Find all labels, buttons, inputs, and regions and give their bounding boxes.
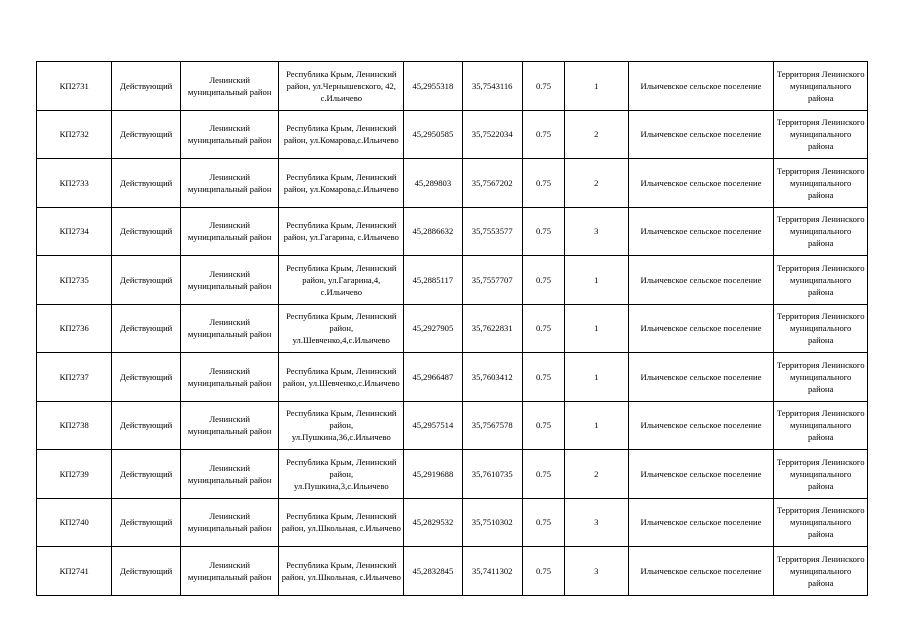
status-cell: Действующий — [112, 207, 180, 256]
site-code-cell: КП2734 — [37, 207, 112, 256]
district-cell: Ленинский муниципальный район — [180, 353, 279, 402]
container-count-cell: 1 — [565, 256, 628, 305]
district-cell: Ленинский муниципальный район — [180, 450, 279, 499]
address-cell: Республика Крым, Ленинский район, ул.Гагарина, с.Ильичево — [279, 207, 404, 256]
container-volume-cell: 0.75 — [522, 547, 564, 596]
container-count-cell: 2 — [565, 450, 628, 499]
longitude-cell: 35,7510302 — [462, 498, 522, 547]
district-cell: Ленинский муниципальный район — [180, 159, 279, 208]
status-cell: Действующий — [112, 547, 180, 596]
longitude-cell: 35,7543116 — [462, 62, 522, 111]
district-cell: Ленинский муниципальный район — [180, 547, 279, 596]
container-volume-cell: 0.75 — [522, 353, 564, 402]
status-cell: Действующий — [112, 256, 180, 305]
site-code-cell: КП2740 — [37, 498, 112, 547]
container-volume-cell: 0.75 — [522, 498, 564, 547]
district-cell: Ленинский муниципальный район — [180, 304, 279, 353]
container-count-cell: 1 — [565, 353, 628, 402]
table-row — [37, 159, 868, 208]
latitude-cell: 45,2919688 — [404, 450, 462, 499]
site-code-cell: КП2741 — [37, 547, 112, 596]
district-cell: Ленинский муниципальный район — [180, 256, 279, 305]
status-cell: Действующий — [112, 353, 180, 402]
district-cell: Ленинский муниципальный район — [180, 498, 279, 547]
table-body — [37, 62, 868, 596]
latitude-cell: 45,2885117 — [404, 256, 462, 305]
district-cell: Ленинский муниципальный район — [180, 207, 279, 256]
address-cell: Республика Крым, Ленинский район, ул.Чернышевского, 42, с.Ильичево — [279, 62, 404, 111]
settlement-cell: Ильичевское сельское поселение — [628, 547, 774, 596]
territory-cell: Территория Ленинского муниципального района — [774, 304, 868, 353]
table-row — [37, 304, 868, 353]
table-row — [37, 207, 868, 256]
longitude-cell: 35,7411302 — [462, 547, 522, 596]
territory-cell: Территория Ленинского муниципального района — [774, 401, 868, 450]
territory-cell: Территория Ленинского муниципального района — [774, 256, 868, 305]
latitude-cell: 45,2957514 — [404, 401, 462, 450]
container-count-cell: 1 — [565, 401, 628, 450]
table-row — [37, 498, 868, 547]
settlement-cell: Ильичевское сельское поселение — [628, 353, 774, 402]
longitude-cell: 35,7567578 — [462, 401, 522, 450]
container-count-cell: 2 — [565, 159, 628, 208]
territory-cell: Территория Ленинского муниципального района — [774, 353, 868, 402]
table-row — [37, 256, 868, 305]
container-volume-cell: 0.75 — [522, 401, 564, 450]
longitude-cell: 35,7557707 — [462, 256, 522, 305]
container-count-cell: 3 — [565, 547, 628, 596]
status-cell: Действующий — [112, 304, 180, 353]
territory-cell: Территория Ленинского муниципального района — [774, 450, 868, 499]
address-cell: Республика Крым, Ленинский район, ул.Гагарина,4, с.Ильичево — [279, 256, 404, 305]
container-volume-cell: 0.75 — [522, 256, 564, 305]
table-row — [37, 450, 868, 499]
latitude-cell: 45,2966487 — [404, 353, 462, 402]
address-cell: Республика Крым, Ленинский район, ул.Школьная, с.Ильичево — [279, 498, 404, 547]
settlement-cell: Ильичевское сельское поселение — [628, 401, 774, 450]
latitude-cell: 45,289803 — [404, 159, 462, 208]
address-cell: Республика Крым, Ленинский район, ул.Пушкина,36,с.Ильичево — [279, 401, 404, 450]
address-cell: Республика Крым, Ленинский район, ул.Шевченко,4,с.Ильичево — [279, 304, 404, 353]
container-volume-cell: 0.75 — [522, 110, 564, 159]
longitude-cell: 35,7603412 — [462, 353, 522, 402]
container-volume-cell: 0.75 — [522, 304, 564, 353]
settlement-cell: Ильичевское сельское поселение — [628, 207, 774, 256]
settlement-cell: Ильичевское сельское поселение — [628, 159, 774, 208]
status-cell: Действующий — [112, 401, 180, 450]
table-row — [37, 62, 868, 111]
longitude-cell: 35,7567202 — [462, 159, 522, 208]
territory-cell: Территория Ленинского муниципального района — [774, 110, 868, 159]
territory-cell: Территория Ленинского муниципального района — [774, 159, 868, 208]
table-row — [37, 547, 868, 596]
longitude-cell: 35,7553577 — [462, 207, 522, 256]
status-cell: Действующий — [112, 159, 180, 208]
district-cell: Ленинский муниципальный район — [180, 401, 279, 450]
container-count-cell: 3 — [565, 207, 628, 256]
settlement-cell: Ильичевское сельское поселение — [628, 110, 774, 159]
status-cell: Действующий — [112, 110, 180, 159]
site-code-cell: КП2731 — [37, 62, 112, 111]
settlement-cell: Ильичевское сельское поселение — [628, 256, 774, 305]
site-code-cell: КП2737 — [37, 353, 112, 402]
latitude-cell: 45,2950585 — [404, 110, 462, 159]
container-volume-cell: 0.75 — [522, 62, 564, 111]
address-cell: Республика Крым, Ленинский район, ул.Пушкина,3,с.Ильичево — [279, 450, 404, 499]
district-cell: Ленинский муниципальный район — [180, 62, 279, 111]
address-cell: Республика Крым, Ленинский район, ул.Комарова,с.Ильичево — [279, 159, 404, 208]
container-volume-cell: 0.75 — [522, 159, 564, 208]
status-cell: Действующий — [112, 498, 180, 547]
container-count-cell: 2 — [565, 110, 628, 159]
territory-cell: Территория Ленинского муниципального района — [774, 207, 868, 256]
territory-cell: Территория Ленинского муниципального района — [774, 498, 868, 547]
latitude-cell: 45,2829532 — [404, 498, 462, 547]
territory-cell: Территория Ленинского муниципального района — [774, 62, 868, 111]
latitude-cell: 45,2886632 — [404, 207, 462, 256]
site-code-cell: КП2738 — [37, 401, 112, 450]
address-cell: Республика Крым, Ленинский район, ул.Школьная, с.Ильичево — [279, 547, 404, 596]
site-code-cell: КП2735 — [37, 256, 112, 305]
settlement-cell: Ильичевское сельское поселение — [628, 498, 774, 547]
table-row — [37, 401, 868, 450]
status-cell: Действующий — [112, 62, 180, 111]
table-row — [37, 353, 868, 402]
container-volume-cell: 0.75 — [522, 450, 564, 499]
site-code-cell: КП2736 — [37, 304, 112, 353]
settlement-cell: Ильичевское сельское поселение — [628, 62, 774, 111]
container-count-cell: 3 — [565, 498, 628, 547]
container-volume-cell: 0.75 — [522, 207, 564, 256]
longitude-cell: 35,7522034 — [462, 110, 522, 159]
table-row — [37, 110, 868, 159]
site-code-cell: КП2732 — [37, 110, 112, 159]
longitude-cell: 35,7610735 — [462, 450, 522, 499]
district-cell: Ленинский муниципальный район — [180, 110, 279, 159]
settlement-cell: Ильичевское сельское поселение — [628, 304, 774, 353]
latitude-cell: 45,2955318 — [404, 62, 462, 111]
site-code-cell: КП2733 — [37, 159, 112, 208]
address-cell: Республика Крым, Ленинский район, ул.Комарова,с.Ильичево — [279, 110, 404, 159]
container-count-cell: 1 — [565, 62, 628, 111]
latitude-cell: 45,2927905 — [404, 304, 462, 353]
territory-cell: Территория Ленинского муниципального района — [774, 547, 868, 596]
status-cell: Действующий — [112, 450, 180, 499]
settlement-cell: Ильичевское сельское поселение — [628, 450, 774, 499]
container-count-cell: 1 — [565, 304, 628, 353]
longitude-cell: 35,7622831 — [462, 304, 522, 353]
latitude-cell: 45,2832845 — [404, 547, 462, 596]
container-sites-table — [36, 61, 868, 596]
site-code-cell: КП2739 — [37, 450, 112, 499]
address-cell: Республика Крым, Ленинский район, ул.Шевченко,с.Ильичево — [279, 353, 404, 402]
